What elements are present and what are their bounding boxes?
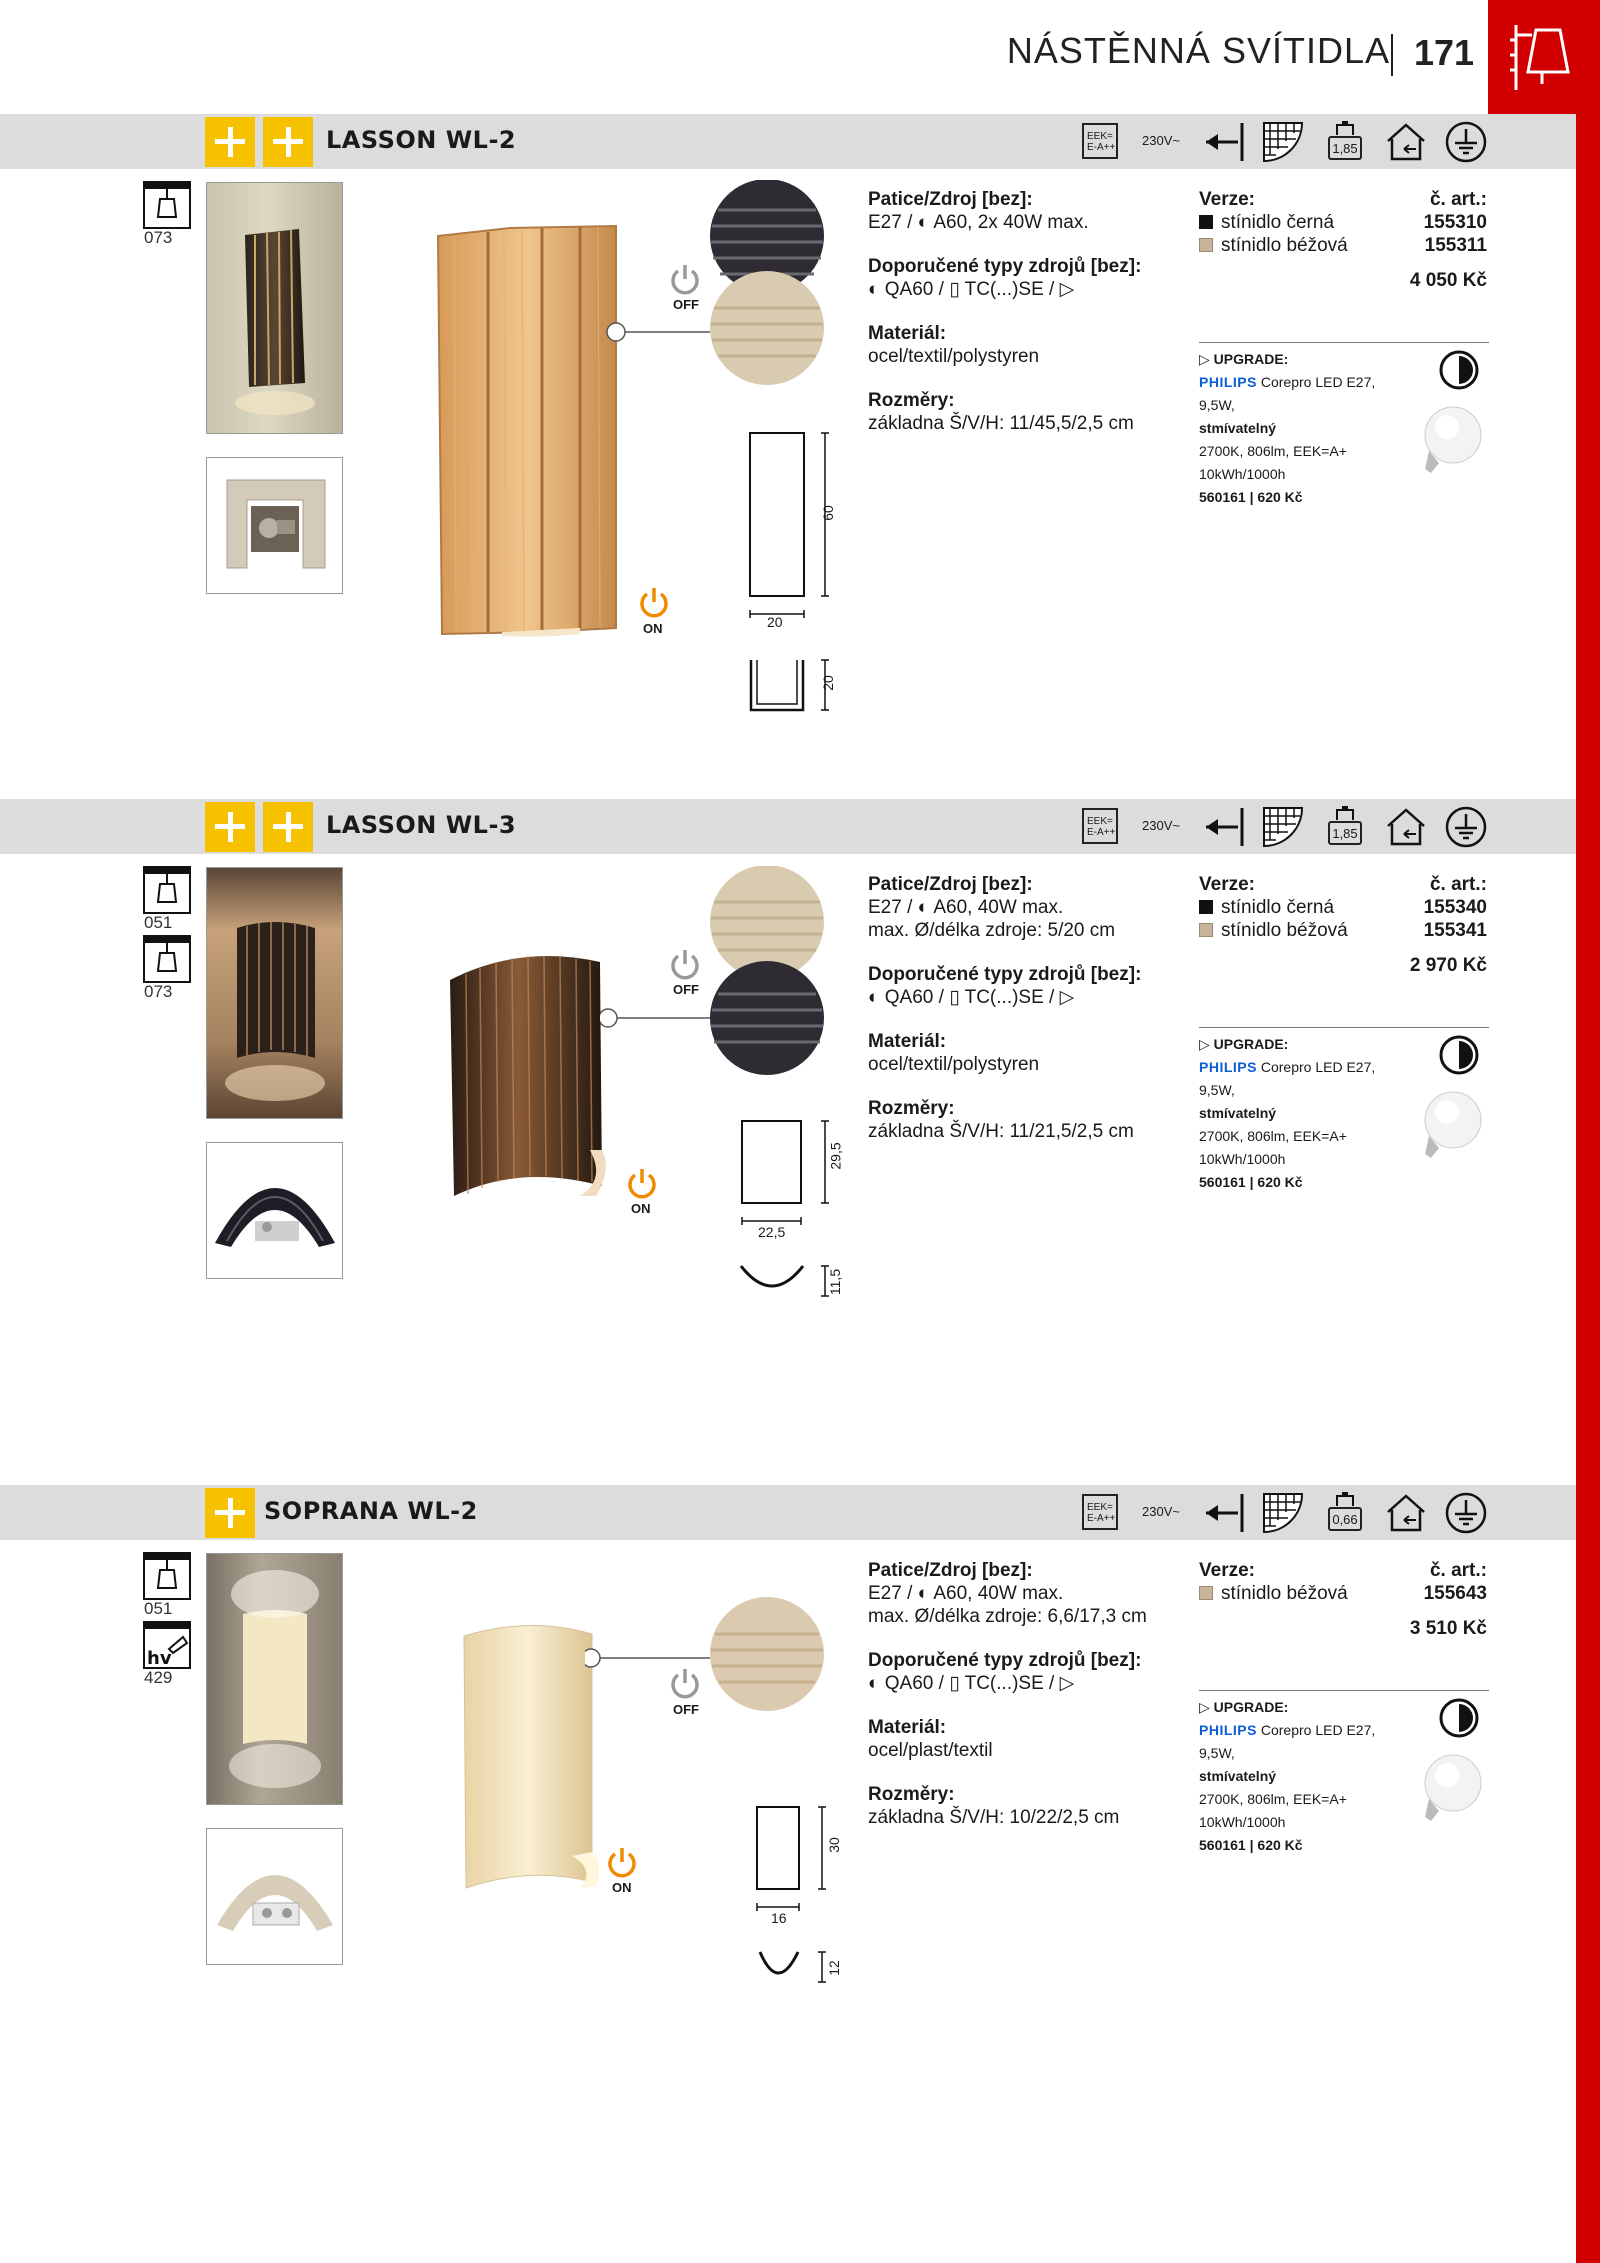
chapter-tab bbox=[1488, 0, 1600, 115]
price: 4 050 Kč bbox=[1409, 270, 1487, 291]
philips-logo: PHILIPS bbox=[1199, 1722, 1257, 1738]
lamp-photo-image bbox=[207, 1554, 344, 1806]
upgrade-block: ▷ UPGRADE: PHILIPS Corepro LED E27, 9,5W, stmívatelný 2700K, 806lm, EEK=A+ 10kWh/1000h 560161 | 620 Kč bbox=[1199, 1699, 1376, 1853]
mount-detail-image bbox=[207, 1829, 344, 1966]
protection-class-icon bbox=[1445, 806, 1487, 848]
upgrade-block: ▷ UPGRADE: PHILIPS Corepro LED E27, 9,5W, stmívatelný 2700K, 806lm, EEK=A+ 10kWh/1000h 560161 | 620 Kč bbox=[1199, 1036, 1376, 1190]
reference-code: 051 bbox=[144, 1599, 173, 1618]
led-icon: ▷ bbox=[1199, 351, 1210, 367]
ceiling-mount-icon bbox=[143, 866, 191, 914]
dim-width: 16 bbox=[771, 1910, 787, 1926]
wall-mount-icon bbox=[1200, 1492, 1246, 1534]
version-header: Verze: bbox=[1199, 189, 1255, 210]
dimmable-icon bbox=[1438, 1697, 1480, 1739]
wall-mount-icon bbox=[1200, 806, 1246, 848]
product-name: LASSON WL-2 bbox=[326, 126, 517, 154]
bulb-tc-icon: ▯ bbox=[949, 1673, 960, 1694]
on-label: ON bbox=[612, 1880, 632, 1895]
socket-value-extra: max. Ø/délka zdroje: 5/20 cm bbox=[868, 920, 1116, 941]
led-icon: ▷ bbox=[1199, 1699, 1210, 1715]
bulb-a60-icon: ◐ bbox=[917, 212, 930, 233]
indoor-use-icon bbox=[1384, 806, 1428, 848]
ceiling-mount-icon bbox=[143, 181, 191, 229]
led-icon: ▷ bbox=[1199, 1036, 1210, 1052]
product-band bbox=[0, 114, 1576, 169]
version-row: stínidlo béžová 155311 bbox=[1199, 234, 1487, 257]
bulb-a60-icon: ◐ bbox=[917, 897, 930, 918]
upgrade-block: ▷ UPGRADE: PHILIPS Corepro LED E27, 9,5W, stmívatelný 2700K, 806lm, EEK=A+ 10kWh/1000h 560161 | 620 Kč bbox=[1199, 351, 1376, 505]
color-swatch bbox=[1199, 923, 1213, 937]
color-swatch bbox=[1199, 238, 1213, 252]
novelty-badge bbox=[205, 1488, 255, 1538]
weight-badge: 1,85 bbox=[1328, 136, 1362, 160]
wall-mount-icon bbox=[1200, 121, 1246, 163]
led-icon: ▷ bbox=[1059, 1673, 1075, 1694]
indoor-use-icon bbox=[1384, 1492, 1428, 1534]
weight-handle-icon bbox=[1333, 1490, 1357, 1532]
energy-class-icon: EEK= E-A++ bbox=[1082, 1494, 1118, 1530]
socket-label: Patice/Zdroj [bez]: bbox=[868, 874, 1033, 895]
dim-depth: 20 bbox=[819, 675, 836, 691]
version-header: Verze: bbox=[1199, 1560, 1255, 1581]
power-off-icon bbox=[668, 1666, 702, 1700]
novelty-badge bbox=[205, 802, 255, 852]
novelty-badge bbox=[263, 117, 313, 167]
product-photo-lit bbox=[206, 867, 343, 1119]
recommended-label: Doporučené typy zdrojů [bez]: bbox=[868, 1650, 1142, 1671]
product-name: LASSON WL-3 bbox=[326, 811, 517, 839]
power-on-icon bbox=[637, 585, 671, 619]
socket-value: E27 / ◐ A60, 40W max. bbox=[868, 1583, 1064, 1604]
dimensions-value: základna Š/V/H: 10/22/2,5 cm bbox=[868, 1807, 1120, 1828]
product-photo-lit bbox=[206, 1553, 343, 1805]
shade-swatches bbox=[600, 866, 830, 1086]
bulb-qa60-icon: ◐ bbox=[868, 279, 880, 300]
bulb-qa60-icon: ◐ bbox=[868, 1673, 880, 1694]
color-swatch bbox=[1199, 215, 1213, 229]
bulb-tc-icon: ▯ bbox=[949, 987, 960, 1008]
upgrade-title: UPGRADE: bbox=[1213, 1036, 1289, 1052]
dimensions-label: Rozměry: bbox=[868, 390, 955, 411]
dimensions-value: základna Š/V/H: 11/45,5/2,5 cm bbox=[868, 413, 1134, 434]
off-label: OFF bbox=[673, 1702, 699, 1717]
bulb-qa60-icon: ◐ bbox=[868, 987, 880, 1008]
product-photo-detail bbox=[206, 1142, 343, 1279]
dim-height: 30 bbox=[825, 1837, 842, 1853]
led-bulb-image bbox=[1405, 1088, 1485, 1170]
version-block bbox=[1199, 188, 1487, 292]
upgrade-divider bbox=[1199, 1027, 1489, 1028]
price: 3 510 Kč bbox=[1409, 1618, 1487, 1639]
mount-detail-image bbox=[207, 1143, 344, 1280]
spec-block bbox=[868, 873, 1188, 1143]
version-header: Verze: bbox=[1199, 874, 1255, 895]
upgrade-divider bbox=[1199, 342, 1489, 343]
weight-handle-icon bbox=[1333, 804, 1357, 846]
spec-block bbox=[868, 188, 1168, 435]
reference-code: 429 bbox=[144, 1668, 173, 1687]
socket-label: Patice/Zdroj [bez]: bbox=[868, 1560, 1033, 1581]
shade-swatches bbox=[585, 1596, 825, 1716]
version-row: stínidlo černá 155340 bbox=[1199, 896, 1487, 919]
weight-handle-icon bbox=[1333, 119, 1357, 161]
upgrade-title: UPGRADE: bbox=[1213, 351, 1289, 367]
protection-class-icon bbox=[1445, 121, 1487, 163]
bulb-tc-icon: ▯ bbox=[949, 279, 960, 300]
dimmable-icon bbox=[1438, 1034, 1480, 1076]
version-block bbox=[1199, 873, 1487, 977]
socket-label: Patice/Zdroj [bez]: bbox=[868, 189, 1033, 210]
voltage-label: 230V~ bbox=[1142, 1504, 1180, 1519]
material-value: ocel/textil/polystyren bbox=[868, 1054, 1040, 1075]
power-on-icon bbox=[605, 1845, 639, 1879]
product-name: SOPRANA WL-2 bbox=[264, 1497, 478, 1525]
socket-value-extra: max. Ø/délka zdroje: 6,6/17,3 cm bbox=[868, 1606, 1147, 1627]
dimensions-label: Rozměry: bbox=[868, 1098, 955, 1119]
version-row: stínidlo béžová 155341 bbox=[1199, 919, 1487, 942]
dim-depth: 11,5 bbox=[827, 1268, 844, 1296]
ceiling-mount-icon bbox=[143, 935, 191, 983]
weight-badge: 1,85 bbox=[1328, 821, 1362, 845]
svg-text:hv: hv bbox=[147, 1648, 172, 1669]
power-off-icon bbox=[668, 947, 702, 981]
dimensions-value: základna Š/V/H: 11/21,5/2,5 cm bbox=[868, 1121, 1134, 1142]
color-swatch bbox=[1199, 1586, 1213, 1600]
recommended-label: Doporučené typy zdrojů [bez]: bbox=[868, 256, 1142, 277]
on-label: ON bbox=[643, 621, 663, 636]
material-label: Materiál: bbox=[868, 1717, 947, 1738]
power-on-icon bbox=[625, 1166, 659, 1200]
lamp-photo-image bbox=[207, 183, 344, 435]
version-block bbox=[1199, 1559, 1487, 1640]
page-number: 171 bbox=[1414, 32, 1475, 73]
led-icon: ▷ bbox=[1059, 987, 1075, 1008]
product-photo-detail bbox=[206, 457, 343, 594]
energy-class-icon: EEK= E-A++ bbox=[1082, 808, 1118, 844]
shade-texture-icon bbox=[1262, 121, 1304, 163]
philips-logo: PHILIPS bbox=[1199, 374, 1257, 390]
energy-class-icon: EEK= E-A++ bbox=[1082, 123, 1118, 159]
on-label: ON bbox=[631, 1201, 651, 1216]
bulb-a60-icon: ◐ bbox=[917, 1583, 930, 1604]
socket-value: E27 / ◐ A60, 2x 40W max. bbox=[868, 212, 1089, 233]
product-band bbox=[0, 1485, 1576, 1540]
product-photo-lit bbox=[206, 182, 343, 434]
upgrade-title: UPGRADE: bbox=[1213, 1699, 1289, 1715]
wall-lamp-icon bbox=[1488, 0, 1600, 115]
recommended-value: ◐ QA60 / ▯ TC(...)SE / ▷ bbox=[868, 1673, 1075, 1694]
weight-badge: 0,66 bbox=[1328, 1507, 1362, 1531]
material-value: ocel/textil/polystyren bbox=[868, 346, 1040, 367]
dim-width: 20 bbox=[767, 614, 783, 630]
article-header: č. art.: bbox=[1429, 1560, 1487, 1581]
shade-texture-icon bbox=[1262, 1492, 1304, 1534]
product-band bbox=[0, 799, 1576, 854]
dim-depth: 12 bbox=[825, 1960, 842, 1976]
recommended-label: Doporučené typy zdrojů [bez]: bbox=[868, 964, 1142, 985]
lamp-photo-image bbox=[207, 868, 344, 1120]
reference-code: 073 bbox=[144, 228, 173, 247]
product-photo-detail bbox=[206, 1828, 343, 1965]
voltage-label: 230V~ bbox=[1142, 818, 1180, 833]
article-header: č. art.: bbox=[1429, 874, 1487, 895]
reference-code: 073 bbox=[144, 982, 173, 1001]
spec-block bbox=[868, 1559, 1188, 1829]
novelty-badge bbox=[205, 117, 255, 167]
mount-detail-image bbox=[207, 458, 344, 595]
dimensions-label: Rozměry: bbox=[868, 1784, 955, 1805]
indoor-use-icon bbox=[1384, 121, 1428, 163]
header-divider bbox=[1391, 34, 1393, 76]
led-bulb-image bbox=[1405, 403, 1485, 485]
philips-logo: PHILIPS bbox=[1199, 1059, 1257, 1075]
reference-code: 051 bbox=[144, 913, 173, 932]
dimmable-icon bbox=[1438, 349, 1480, 391]
protection-class-icon bbox=[1445, 1492, 1487, 1534]
off-label: OFF bbox=[673, 297, 699, 312]
dim-width: 22,5 bbox=[758, 1224, 786, 1240]
recommended-value: ◐ QA60 / ▯ TC(...)SE / ▷ bbox=[868, 279, 1075, 300]
price: 2 970 Kč bbox=[1409, 955, 1487, 976]
color-swatch bbox=[1199, 900, 1213, 914]
chapter-title: NÁSTĚNNÁ SVÍTIDLA bbox=[1006, 30, 1390, 71]
ceiling-mount-icon bbox=[143, 1552, 191, 1600]
material-value: ocel/plast/textil bbox=[868, 1740, 993, 1761]
upgrade-divider bbox=[1199, 1690, 1489, 1691]
hv-spotlight-icon bbox=[143, 1621, 191, 1669]
shade-texture-icon bbox=[1262, 806, 1304, 848]
chapter-edge-bar bbox=[1576, 115, 1600, 2263]
material-label: Materiál: bbox=[868, 1031, 947, 1052]
socket-value: E27 / ◐ A60, 40W max. bbox=[868, 897, 1064, 918]
off-label: OFF bbox=[673, 982, 699, 997]
novelty-badge bbox=[263, 802, 313, 852]
led-icon: ▷ bbox=[1059, 279, 1075, 300]
dim-height: 29,5 bbox=[827, 1142, 844, 1170]
power-off-icon bbox=[668, 262, 702, 296]
version-row: stínidlo béžová 155643 bbox=[1199, 1582, 1487, 1605]
shade-swatches bbox=[600, 180, 830, 400]
article-header: č. art.: bbox=[1429, 189, 1487, 210]
recommended-value: ◐ QA60 / ▯ TC(...)SE / ▷ bbox=[868, 987, 1075, 1008]
dim-height: 60 bbox=[819, 505, 836, 521]
led-bulb-image bbox=[1405, 1751, 1485, 1833]
version-row: stínidlo černá 155310 bbox=[1199, 211, 1487, 234]
material-label: Materiál: bbox=[868, 323, 947, 344]
voltage-label: 230V~ bbox=[1142, 133, 1180, 148]
